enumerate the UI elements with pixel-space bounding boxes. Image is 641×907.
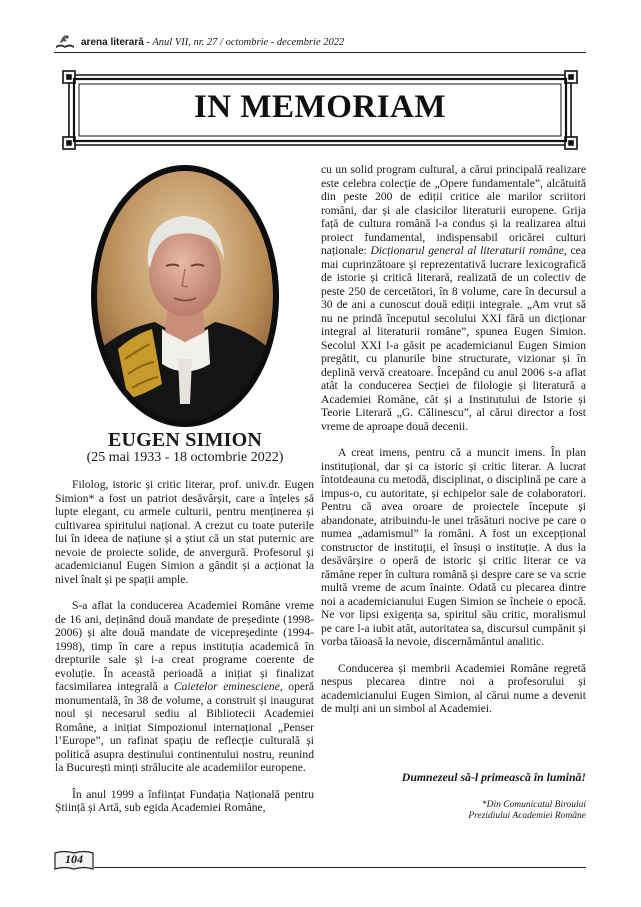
paragraph: Filolog, istoric și critic literar, prof. univ.dr. Eugen Simion* a fost un patriot desăvârșit, care a înțeles să lupte elegant, cu armele culturii, pentru menținerea și cultivarea spiritului național. A crezut cu toate puterile lui în ideea de națiune și a știut că un stat puternic are nevoie de proiecte solide, de anvergură. Profesorul și academicianul Eugen Simion a gândit și a acționat la nivel înalt și pe spații ample.	[55, 478, 314, 586]
portrait-photo	[90, 164, 280, 428]
book-title: Dicționarul general al literaturii române	[370, 244, 564, 257]
paragraph	[55, 599, 314, 775]
footer-rule	[94, 867, 586, 868]
text-run: , operă monumentală, în 38 de volume, a construit și inaugurat noul și necesarul sediu al Bibliotecii Academiei Române, a inițiat Simpozionul internațional „Penser l’Europe”, un rafinat spațiu de reflecție culturală și politică asupra destinului continentului nostru, reunind la București minți strălucite ale academiilor europene.	[55, 680, 315, 774]
text-run: S-a aflat la conducerea Academiei Române vreme de 16 ani, deținând două mandate de președinte (1998-2006) și alte două mandate de vicepreședinte (1994-1998), timp în care a repus instituția academică în drepturile sale și i-a creat programe coerente de evoluție. În această perioadă a inițiat și finalizat facsimilarea integrală a	[55, 599, 314, 693]
page-number: 104	[65, 852, 83, 866]
paragraph: În anul 1999 a înființat Fundația Națională pentru Știință și Artă, sub egida Academiei Române,	[55, 787, 314, 814]
section-title: IN MEMORIAM	[193, 89, 447, 125]
in-memoriam-banner	[62, 70, 578, 150]
paragraph: A creat imens, pentru că a muncit imens. În plan instituțional, dar și ca istoric și critic literar. A lucrat întotdeauna cu metodă, disciplinat, o disciplină pe care a impus-o, cu autoritate, și echipelor sale de colaboratori. Pentru că avea oroare de proiectele începute și abandonate, atribuindu-le unei trăsături nocive pe care o numea „adamismul” la români. A fost un excepțional constructor de instituții, el însuși o instituție. A dus la desăvârșire o operă de istoric și critic literar ce va rămâne reper în cultura română și despre care se va scrie multă vreme de acum înainte. Odată cu plecarea dintre noi a academicianului Eugen Simion se încheie o epocă. Ne vor lipsi exigența sa, spiritul său critic, moralismul pe care l-a iubit atât, autoritatea sa, discursul cumpănit și vorba tăioasă la nevoie, discernământul analitic.	[321, 446, 586, 648]
article-column-left	[55, 478, 314, 828]
person-life-dates: (25 mai 1933 - 18 octombrie 2022)	[86, 450, 284, 465]
header-text	[81, 37, 344, 48]
running-header	[54, 36, 586, 52]
magazine-name: arena literară	[81, 37, 144, 48]
book-logo-icon	[54, 32, 76, 50]
paragraph: Conducerea și membrii Academiei Române regretă nespus plecarea dintre noi a profesorului și academicianului Eugen Simion, al cărui nume a devenit de mulți ani un simbol al Academiei.	[321, 661, 586, 715]
article-column-right	[321, 163, 586, 729]
source-note	[321, 800, 586, 822]
paragraph	[321, 163, 586, 433]
header-rule	[54, 52, 586, 53]
note-line: *Din Comunicatul Biroului	[481, 800, 586, 810]
issue-info: - Anul VII, nr. 27 / octombrie - decembrie 2022	[143, 37, 345, 48]
closing-line: Dumnezeul să-l primească în lumină!	[401, 770, 586, 784]
person-name: EUGEN SIMION	[107, 429, 263, 451]
note-line: Prezidiului Academiei Române	[468, 811, 586, 821]
text-run: cu un solid program cultural, a cărui principală realizare este celebra colecție de „Opere fundamentale”, alcătuită din peste 200 de ediții critice ale marilor scriitori români, dar și ale clasicilor literaturii europene. Grija față de cultura română l-a condus și la realizarea altui proiect fundamental, indispensabil oricărei culturi naționale:	[321, 163, 586, 257]
text-run: , cea mai cuprinzătoare și reprezentativă lucrare lexicografică de istorie și critică literară, realizată de un colectiv de peste 250 de cercetători, în 8 volume, care în decursul a 30 de ani a cunoscut două ediții integrale. „Am vrut să nu ne prindă începutul secolului XXI fără un dicționar integral al literaturii române”, spunea Eugen Simion. Secolul XXI l-a găsit pe academicianul Eugen Simion pregătit, cu planurile bine structurate, vizionar și în deplină vervă creatoare. Începând cu anul 2006 s-a aflat atât la conducerea Secției de filologie și literatură a Academiei Române, cât și a Institutului de Istorie și Teorie Literară „G. Călinescu”, al cărui director a fost vreme de aproape două decenii.	[321, 244, 586, 433]
book-title: Caietelor eminesciene	[173, 680, 280, 693]
